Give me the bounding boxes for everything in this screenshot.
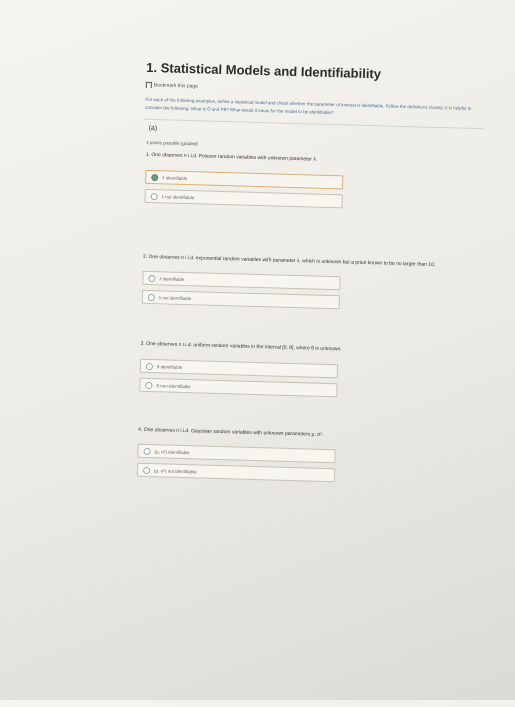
- points-info: 4 points possible (graded): [146, 139, 199, 147]
- option-label: θ non-identifiable: [156, 382, 191, 389]
- question-3-option-non-identifiable[interactable]: [139, 378, 337, 398]
- question-1-option-not-identifiable[interactable]: [145, 189, 343, 209]
- bookmark-icon: [146, 82, 152, 88]
- question-2-option-identifiable[interactable]: [142, 271, 340, 291]
- option-label: λ identifiable: [162, 174, 188, 181]
- radio-button[interactable]: [151, 174, 158, 181]
- page-title: 1. Statistical Models and Identifiability: [146, 59, 382, 82]
- radio-button[interactable]: [143, 466, 150, 473]
- question-4-text: 4. One observes n i.i.d. Gaussian random variables with unknown parameters μ, σ².: [138, 426, 324, 438]
- option-label: (μ, σ²) not identifiable: [153, 467, 197, 474]
- radio-button[interactable]: [145, 381, 152, 388]
- option-label: (μ, σ²) identifiable: [154, 448, 190, 455]
- question-3-text: 3. One observes n i.i.d. uniform random variables in the interval [0, θ], where θ is unknown.: [140, 340, 342, 353]
- question-3-option-identifiable[interactable]: [140, 359, 338, 379]
- radio-button[interactable]: [148, 293, 155, 300]
- question-4-option-not-identifiable[interactable]: [137, 463, 335, 483]
- option-label: λ not identifiable: [161, 193, 195, 200]
- radio-button[interactable]: [148, 274, 155, 281]
- question-2-text: 2. One observes n i.i.d. exponential random variables with parameter λ, which is unknown but a priori known to be no larger than 10.: [142, 253, 436, 268]
- divider: [145, 119, 485, 129]
- radio-button[interactable]: [144, 447, 151, 454]
- question-1-text: 1. One observes n i.i.d. Poisson random variables with unknown parameter λ.: [145, 151, 318, 163]
- radio-button[interactable]: [146, 362, 153, 369]
- problem-instructions: For each of the following examples, define a statistical model and check whether the parameter of interest is identifiable. Follow the definitions closely; it is helpful to consider the following: What is Θ and Pθ? What would it mean for the model to be identifiable?: [145, 96, 472, 116]
- option-label: λ not identifiable: [158, 294, 192, 301]
- part-label: (a): [148, 124, 158, 133]
- bookmark-link[interactable]: [146, 82, 198, 90]
- question-1-option-identifiable[interactable]: [145, 170, 343, 190]
- bookmark-label: Bookmark this page: [153, 82, 199, 90]
- radio-button[interactable]: [151, 192, 158, 199]
- option-label: λ identifiable: [159, 275, 185, 282]
- question-2-option-not-identifiable[interactable]: [142, 290, 340, 310]
- option-label: θ identifiable: [156, 363, 183, 370]
- question-4-option-identifiable[interactable]: [137, 444, 335, 464]
